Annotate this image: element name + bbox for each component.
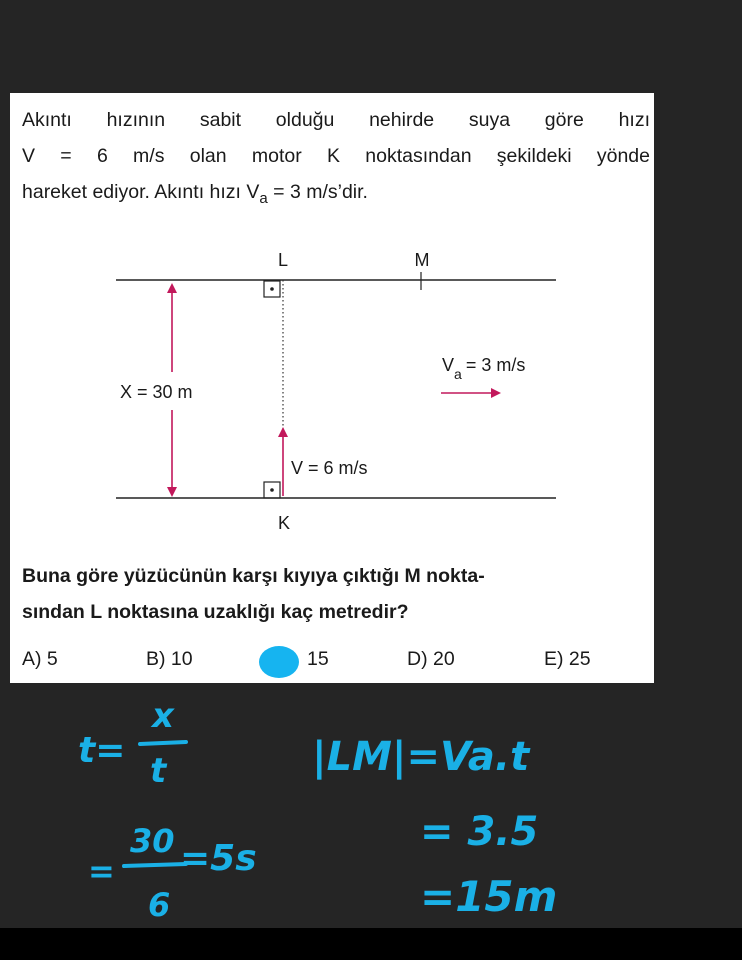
- option-c[interactable]: 15: [307, 648, 329, 670]
- hw-frac2-num: 30: [130, 822, 175, 860]
- hw-frac1-den: t: [150, 751, 167, 791]
- question-line-2: V = 6 m/s olan motor K noktasından şekildeki yönde: [22, 145, 650, 167]
- label-va: $V_a = 3$ m/s: [442, 355, 526, 382]
- hw-frac2-den: 6: [148, 886, 171, 924]
- label-l: L: [277, 250, 289, 270]
- label-v: V = 6 m/s: [291, 458, 368, 478]
- hw-eq-prefix: =: [88, 852, 115, 890]
- option-e[interactable]: E) 25: [544, 648, 591, 670]
- label-k: K: [277, 513, 291, 533]
- hw-lm-eq: |LM|=Va.t: [312, 734, 530, 780]
- prompt-line-1: Buna göre yüzücünün karşı kıyıya çıktığı M nokta-: [22, 565, 485, 587]
- option-d[interactable]: D) 20: [407, 648, 455, 670]
- hw-t-eq: t=: [78, 730, 126, 771]
- hw-frac1-num: x: [152, 696, 174, 736]
- question-line-1: Akıntı hızının sabit olduğu nehirde suya göre hızı: [22, 109, 650, 131]
- hw-result1: =5s: [180, 838, 257, 879]
- option-b[interactable]: B) 10: [146, 648, 193, 670]
- hw-result2: =15m: [420, 872, 558, 921]
- label-m: M: [414, 250, 430, 270]
- option-a[interactable]: A) 5: [22, 648, 58, 670]
- prompt-line-2: sından L noktasına uzaklığı kaç metredir?: [22, 601, 409, 623]
- label-x: X = 30 m: [120, 382, 193, 402]
- question-line-3: hareket ediyor. Akıntı hızı $V_a = 3$ m/s’dir.: [22, 181, 368, 207]
- hw-step2: = 3.5: [420, 809, 539, 855]
